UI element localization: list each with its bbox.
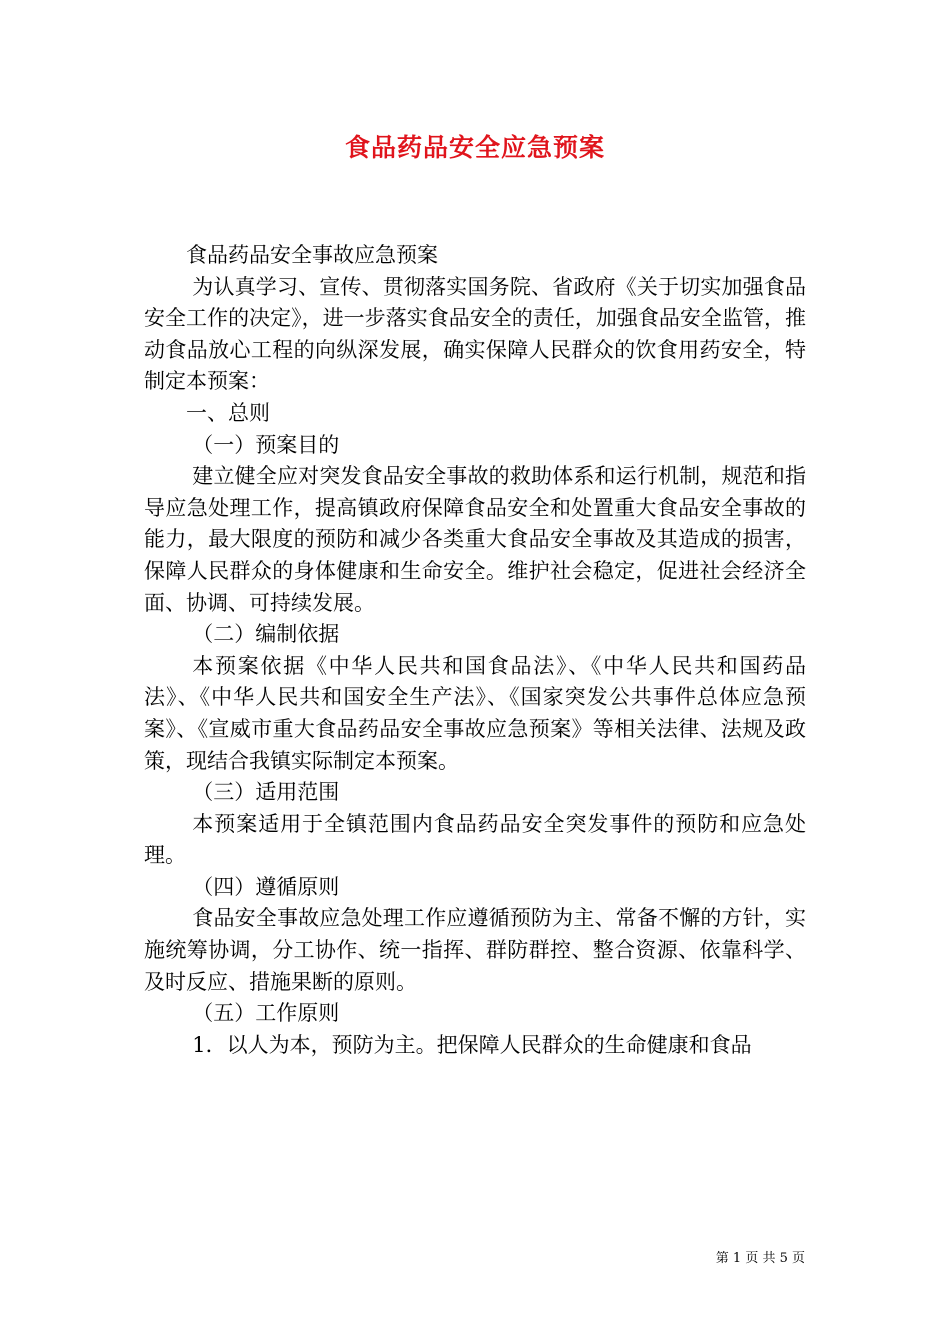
- document-body: [144, 240, 806, 1061]
- document-title: 食品药品安全应急预案: [344, 133, 605, 162]
- paragraph-work-principle-1: 1．以人为本，预防为主。把保障人民群众的生命健康和食品: [192, 1032, 752, 1057]
- section-heading-general: 一、总则: [186, 400, 270, 425]
- paragraph-purpose: 建立健全应对突发食品安全事故的救助体系和运行机制，规范和指导应急处理工作，提高镇政府保障食品安全和处置重大食品安全事故的能力，最大限度的预防和减少各类重大食品安全事故及其造成的损害，保障人民群众的身体健康和生命安全。维护社会稳定，促进社会经济全面、协调、可持续发展。: [144, 464, 806, 615]
- subsection-heading-scope: （三）适用范围: [192, 780, 340, 805]
- paragraph-intro: 为认真学习、宣传、贯彻落实国务院、省政府《关于切实加强食品安全工作的决定》，进一步落实食品安全的责任，加强食品安全监管，推动食品放心工程的向纵深发展，确实保障人民群众的饮食用药安全，特制定本预案：: [144, 274, 806, 394]
- paragraph-basis: 本预案依据《中华人民共和国食品法》、《中华人民共和国药品法》、《中华人民共和国安全生产法》、《国家突发公共事件总体应急预案》、《宣威市重大食品药品安全事故应急预案》等相关法律、法规及政策，现结合我镇实际制定本预案。: [144, 653, 806, 773]
- paragraph-scope: 本预案适用于全镇范围内食品药品安全突发事件的预防和应急处理。: [144, 811, 806, 868]
- paragraph-subtitle: 食品药品安全事故应急预案: [186, 243, 438, 267]
- subsection-heading-principles: （四）遵循原则: [192, 874, 340, 899]
- page-number-footer: 第 1 页 共 5 页: [715, 1251, 805, 1266]
- subsection-heading-work-principles: （五）工作原则: [192, 1001, 340, 1026]
- subsection-heading-basis: （二）编制依据: [192, 622, 340, 647]
- subsection-heading-purpose: （一）预案目的: [192, 432, 340, 457]
- paragraph-principles: 食品安全事故应急处理工作应遵循预防为主、常备不懈的方针，实施统筹协调，分工协作、统一指挥、群防群控、整合资源、依靠科学、及时反应、措施果断的原则。: [144, 906, 806, 994]
